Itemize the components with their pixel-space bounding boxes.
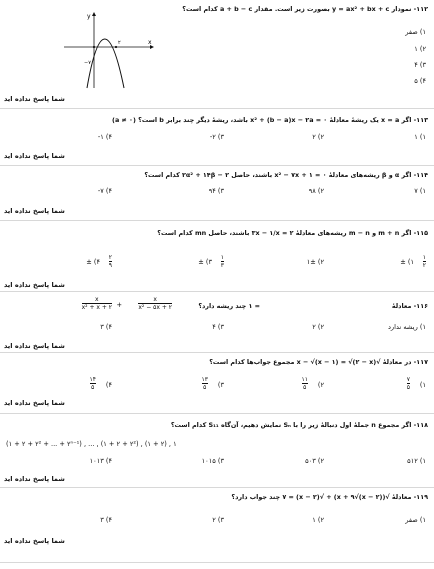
option-4[interactable]: ۴) bbox=[105, 381, 112, 389]
option-1[interactable]: ۱) صفر bbox=[405, 28, 426, 36]
option-2[interactable]: ۲) ۱± bbox=[306, 258, 324, 266]
question-stem: ۱۱۶- معادلهٔ bbox=[391, 302, 428, 310]
stem-fraction-1: $\frac{x}{\text{x² + x + ۲}}$ bbox=[81, 296, 112, 311]
option-1[interactable]: ۱) bbox=[419, 381, 426, 389]
parabola-curve bbox=[87, 39, 124, 88]
question-stem: ۱۱۲- نمودار y = ax² + bx + c بصورت زیر است. مقدار a + b − c کدام است؟ bbox=[182, 5, 428, 13]
no-answer-label: شما پاسخ نداده اید bbox=[4, 152, 65, 160]
option-4[interactable]: ۴) ± bbox=[86, 258, 100, 266]
curve-intercept-2 bbox=[115, 46, 117, 48]
question-stem-tail: = ۱ چند ریشه دارد؟ bbox=[198, 302, 260, 310]
curve-intercept-1 bbox=[93, 46, 95, 48]
option-3[interactable]: ۳) ۲- bbox=[209, 133, 224, 141]
divider bbox=[0, 108, 434, 109]
option-4-fraction: ۱۴ ۵ bbox=[89, 376, 96, 391]
option-1[interactable]: ۱) صفر bbox=[405, 516, 426, 524]
option-3[interactable]: ۳) ۲ bbox=[212, 516, 224, 524]
divider bbox=[0, 487, 434, 488]
question-stem: ۱۱۸- اگر مجموع n جملهٔ اول دنبالهٔ زیر را با Sₙ نمایش دهیم، آن‌گاه S₁₁ کدام است؟ bbox=[170, 421, 428, 429]
option-3[interactable]: ۳) ۱۰۱۵ bbox=[201, 457, 224, 465]
no-answer-label: شما پاسخ نداده اید bbox=[4, 537, 65, 545]
option-2[interactable]: ۲) ۲ bbox=[312, 133, 324, 141]
option-4[interactable]: ۴) ۱۰۱۳ bbox=[89, 457, 112, 465]
parabola-graph bbox=[60, 10, 155, 90]
option-3-fraction: ۱ ۳ bbox=[220, 254, 224, 269]
option-2[interactable]: ۲) ۱ bbox=[312, 516, 324, 524]
sequence-terms: (۱ + ۲ + ۲² + ... + ۲ⁿ⁻¹) , ... , (۱ + ۲ + ۲²) , (۱ + ۲) , ۱ bbox=[6, 440, 177, 448]
option-1[interactable]: ۱) ۵۱۲ bbox=[407, 457, 426, 465]
divider bbox=[0, 165, 434, 166]
question-stem: ۱۱۷- در معادلهٔ √x − √(x − ۱) = √(۲ − x) مجموع جواب‌ها کدام است؟ bbox=[209, 358, 428, 366]
option-3-fraction: ۱۳ ۵ bbox=[201, 376, 208, 391]
no-answer-label: شما پاسخ نداده اید bbox=[4, 475, 65, 483]
option-1[interactable]: ۱) ۱ bbox=[414, 133, 426, 141]
option-1[interactable]: ۱) ریشه ندارد bbox=[388, 323, 426, 331]
divider bbox=[0, 291, 434, 292]
no-answer-label: شما پاسخ نداده اید bbox=[4, 95, 65, 103]
option-2-fraction: ۱۱ ۵ bbox=[301, 376, 308, 391]
x-axis-label: x bbox=[148, 39, 152, 46]
plus-sign: + bbox=[116, 301, 122, 309]
option-1[interactable]: ۱) ۷ bbox=[414, 187, 426, 195]
option-2[interactable]: ۲) ۲ bbox=[312, 323, 324, 331]
option-3[interactable]: ۳) bbox=[217, 381, 224, 389]
divider bbox=[0, 220, 434, 221]
no-answer-label: شما پاسخ نداده اید bbox=[4, 281, 65, 289]
option-1[interactable]: ۱) ± bbox=[400, 258, 414, 266]
y-axis-label: y bbox=[87, 13, 91, 20]
option-3[interactable]: ۳) ۴ bbox=[212, 323, 224, 331]
divider bbox=[0, 413, 434, 414]
question-stem: ۱۱۴- اگر α و β ریشه‌های معادلهٔ x² − ۷x + ۱ = ۰ باشند، حاصل ۲α² + ۱۴β − ۲ کدام است؟ bbox=[144, 171, 428, 179]
x-tick-label: ۲ bbox=[118, 40, 121, 46]
no-answer-label: شما پاسخ نداده اید bbox=[4, 399, 65, 407]
question-stem: ۱۱۵- اگر m + n و m − n ریشه‌های معادلهٔ ۲ = ۳x − ۱/x باشند، حاصل mn کدام است؟ bbox=[157, 229, 428, 237]
option-4[interactable]: ۴) ۷- bbox=[97, 187, 112, 195]
graph-y-arrow bbox=[92, 12, 96, 16]
option-4[interactable]: ۴) ۳ bbox=[100, 323, 112, 331]
option-4[interactable]: ۴) ۳ bbox=[100, 516, 112, 524]
option-2[interactable]: ۲) ۱ bbox=[414, 45, 426, 53]
no-answer-label: شما پاسخ نداده اید bbox=[4, 342, 65, 350]
option-2[interactable]: ۲) bbox=[317, 381, 324, 389]
no-answer-label: شما پاسخ نداده اید bbox=[4, 207, 65, 215]
option-4-fraction: ۲ ۹ bbox=[108, 254, 112, 269]
option-3[interactable]: ۳) ۴ bbox=[414, 61, 426, 69]
option-3[interactable]: ۳) ± bbox=[198, 258, 212, 266]
stem-fraction-2: $\frac{x}{\text{x² − ۵x + ۲}}$ bbox=[138, 296, 172, 311]
option-4[interactable]: ۴) ۵ bbox=[414, 77, 426, 85]
question-stem: ۱۱۹- معادلهٔ √(x + ۹√(x − ۲)) + √(x − ۲) = ۷ چند جواب دارد؟ bbox=[231, 493, 428, 501]
option-2[interactable]: ۲) ۵۰۳ bbox=[305, 457, 324, 465]
option-4[interactable]: ۴) ۱- bbox=[97, 133, 112, 141]
option-2[interactable]: ۲) ۹۸ bbox=[308, 187, 324, 195]
y-tick-label: −۷ bbox=[84, 60, 91, 66]
option-1-fraction: ۷ ۵ bbox=[406, 376, 410, 391]
question-stem: ۱۱۳- اگر x = a یک ریشهٔ معادلهٔ x² + (b − a)x − ۲a = ۰ باشد، ریشهٔ دیگر چند برابر b است؟ (a ≠ ۰) bbox=[112, 116, 428, 124]
option-1-fraction: ۱ ۲ bbox=[422, 254, 426, 269]
option-3[interactable]: ۳) ۹۴ bbox=[208, 187, 224, 195]
divider bbox=[0, 562, 434, 563]
divider bbox=[0, 352, 434, 353]
